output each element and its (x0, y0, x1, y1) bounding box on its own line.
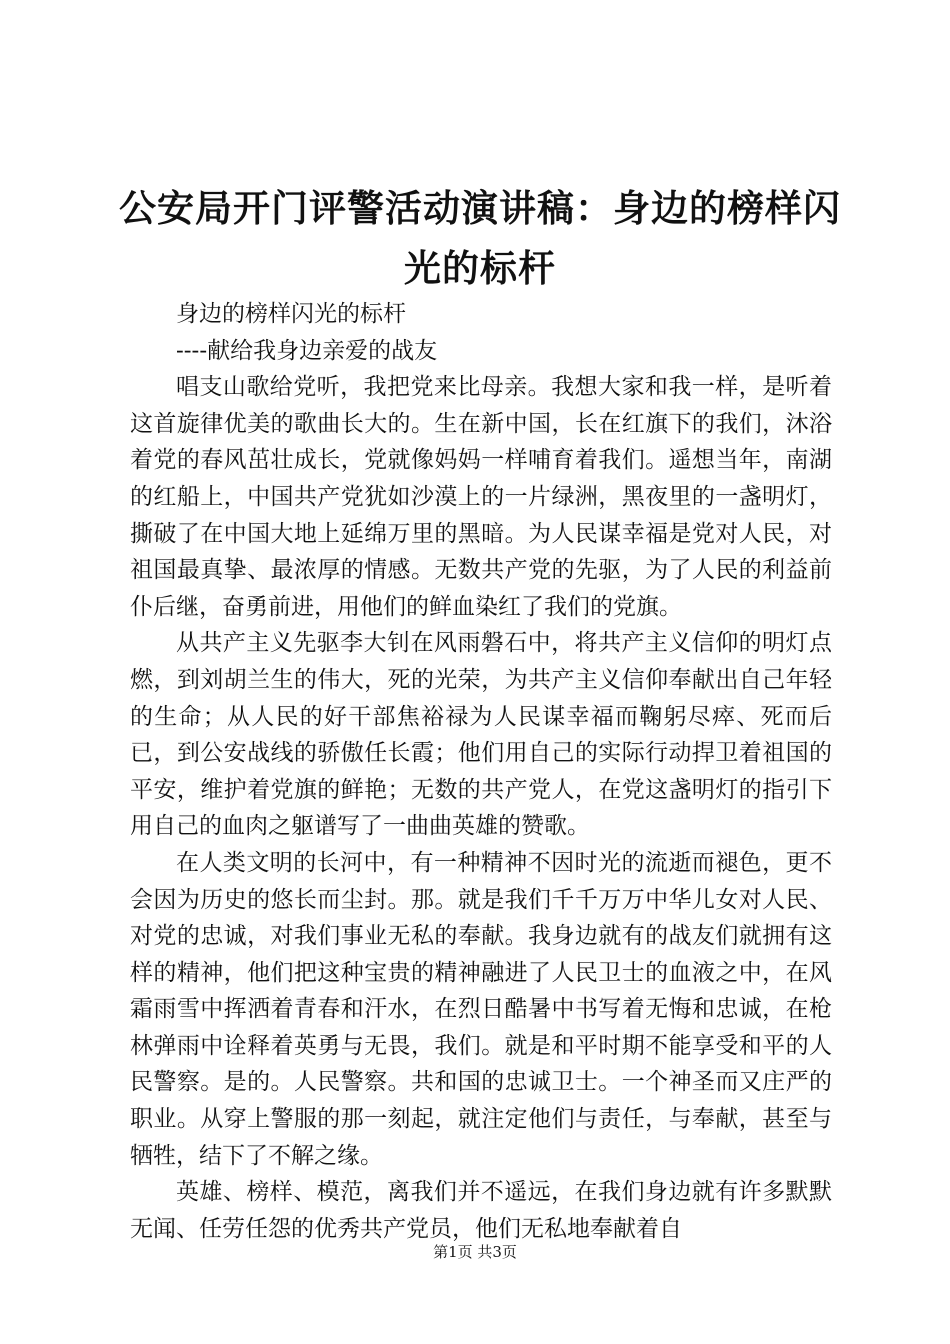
document-body (130, 296, 832, 1247)
paragraph: 英雄、榜样、模范，离我们并不遥远，在我们身边就有许多默默无闻、任劳任怨的优秀共产党员，他们无私地奉献着自 (130, 1179, 832, 1242)
page-number: 第1页 共3页 (433, 1243, 517, 1261)
paragraph: 从共产主义先驱李大钊在风雨磐石中，将共产主义信仰的明灯点燃，到刘胡兰生的伟大，死的光荣，为共产主义信仰奉献出自己年轻的生命；从人民的好干部焦裕禄为人民谋幸福而鞠躬尽瘁、死而后已，到公安战线的骄傲任长霞；他们用自己的实际行动捍卫着祖国的平安，维护着党旗的鲜艳；无数的共产党人，在党这盏明灯的指引下用自己的血肉之躯谱写了一曲曲英雄的赞歌。 (130, 630, 832, 840)
paragraph: 在人类文明的长河中，有一种精神不因时光的流逝而褪色，更不会因为历史的悠长而尘封。那。就是我们千千万万中华儿女对人民、对党的忠诚，对我们事业无私的奉献。我身边就有的战友们就拥有这样的精神，他们把这种宝贵的精神融进了人民卫士的血液之中，在风霜雨雪中挥洒着青春和汗水，在烈日酷暑中书写着无悔和忠诚，在枪林弹雨中诠释着英勇与无畏，我们。就是和平时期不能享受和平的人民警察。是的。人民警察。共和国的忠诚卫士。一个神圣而又庄严的职业。从穿上警服的那一刻起，就注定他们与责任，与奉献，甚至与牺牲，结下了不解之缘。 (130, 849, 832, 1169)
document-title: 公安局开门评警活动演讲稿：身边的榜样闪光的标杆 (119, 186, 841, 290)
paragraph: 唱支山歌给党听，我把党来比母亲。我想大家和我一样，是听着这首旋律优美的歌曲长大的。生在新中国，长在红旗下的我们，沐浴着党的春风茁壮成长，党就像妈妈一样哺育着我们。遥想当年，南湖的红船上，中国共产党犹如沙漠上的一片绿洲，黑夜里的一盏明灯，撕破了在中国大地上延绵万里的黑暗。为人民谋幸福是党对人民，对祖国最真挚、最浓厚的情感。无数共产党的先驱，为了人民的利益前仆后继，奋勇前进，用他们的鲜血染红了我们的党旗。 (130, 374, 832, 620)
subtitle: 身边的榜样闪光的标杆 (176, 301, 406, 327)
dedication: ----献给我身边亲爱的战友 (176, 337, 438, 364)
